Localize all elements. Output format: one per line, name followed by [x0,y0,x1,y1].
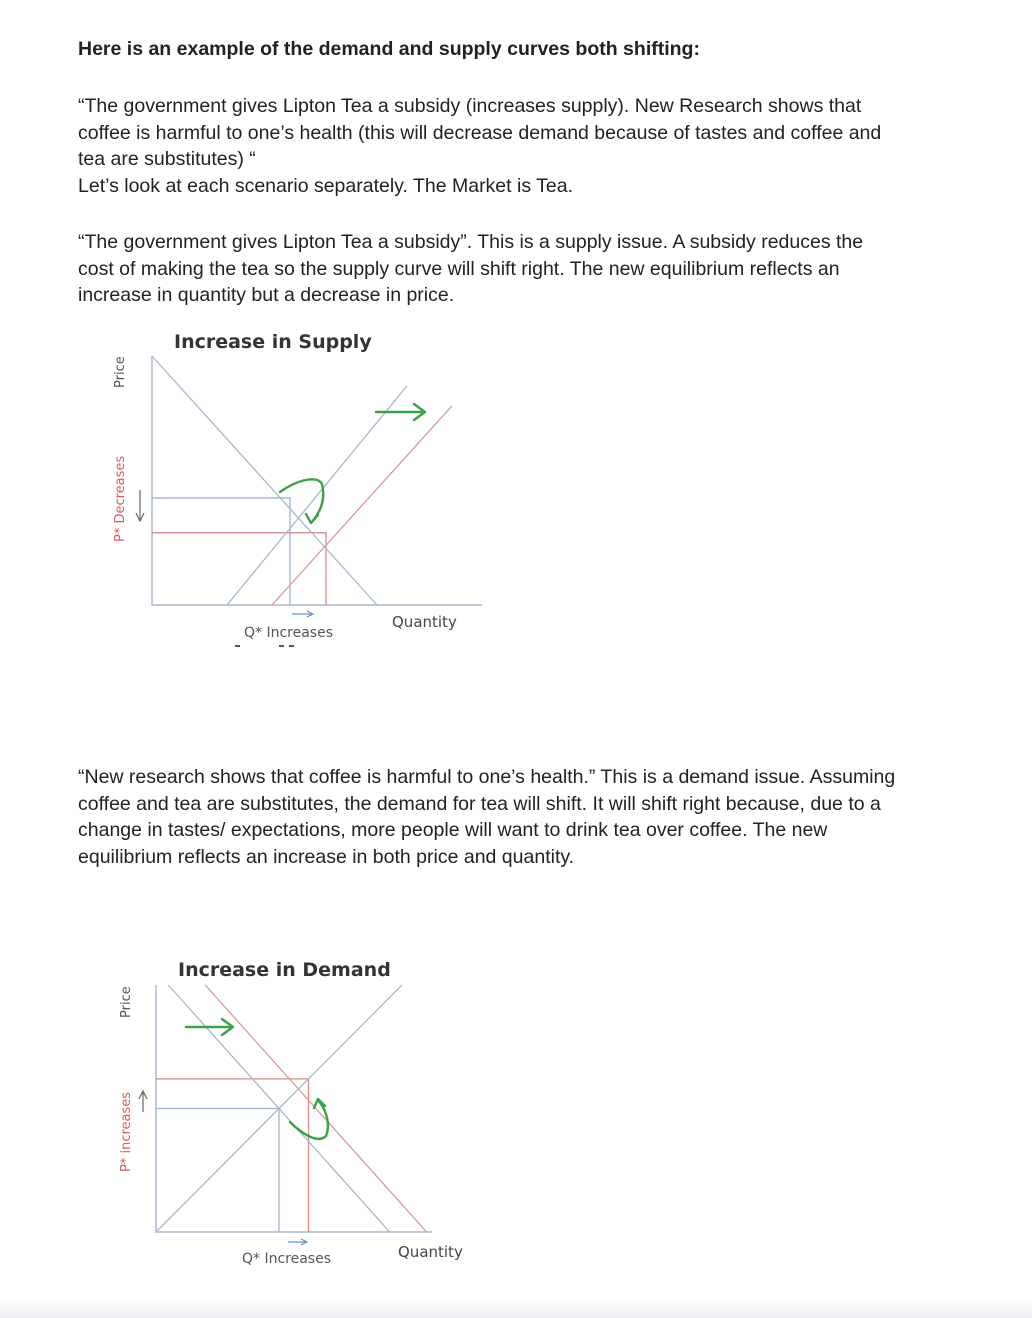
price-annotation: P* increases [119,1091,134,1172]
chart-title: Increase in Supply [174,331,372,353]
paragraph-line: tea are substitutes) “ [78,148,256,170]
y-axis-label: Price [113,356,128,388]
paragraph-line: cost of making the tea so the supply curve will shift right. The new equilibrium reflects an [78,257,840,280]
paragraph-line: Let’s look at each scenario separately. The Market is Tea. [78,174,573,197]
paragraph-line: increase in quantity but a decrease in price. [78,284,455,306]
paragraph-line: “The government gives Lipton Tea a subsidy”. This is a supply issue. A subsidy reduces the [78,231,864,253]
curve-demand [152,356,377,605]
paragraph-line: “New research shows that coffee is harmful to one’s health.” This is a demand issue. Assuming [78,766,896,788]
paragraph-line: coffee and tea are substitutes, the demand for tea will shift. It will shift right because, due to a [78,792,881,815]
heading-text: Here is an example of the demand and supply curves both shifting: [78,38,700,60]
paragraph-line: “The government gives Lipton Tea a subsidy (increases supply). New Research shows that [78,95,862,117]
page-bottom-edge [0,1300,1032,1318]
curve-supply-new [272,406,452,605]
equilibrium-move-arrow [280,479,323,523]
shift-right-arrow [376,404,425,420]
quantity-right-arrow [292,611,313,617]
chart-title: Increase in Demand [178,959,391,981]
x-axis-label: Quantity [398,1243,463,1261]
quantity-annotation: Q* Increases [244,625,334,641]
quantity-annotation: Q* Increases [242,1251,332,1267]
paragraph-line: coffee is harmful to one’s health (this will decrease demand because of tastes and coffee and [78,121,882,144]
paragraph-line: equilibrium reflects an increase in both price and quantity. [78,845,575,868]
equilibrium-guide-new [152,533,326,605]
paragraph-line: change in tastes/ expectations, more people will want to drink tea over coffee. The new [78,819,828,841]
y-axis-label: Price [119,986,134,1018]
curve-supply-original [227,386,407,605]
x-axis-label: Quantity [392,613,457,631]
price-annotation: P* Decreases [113,455,128,542]
equilibrium-guide-original [152,498,290,605]
